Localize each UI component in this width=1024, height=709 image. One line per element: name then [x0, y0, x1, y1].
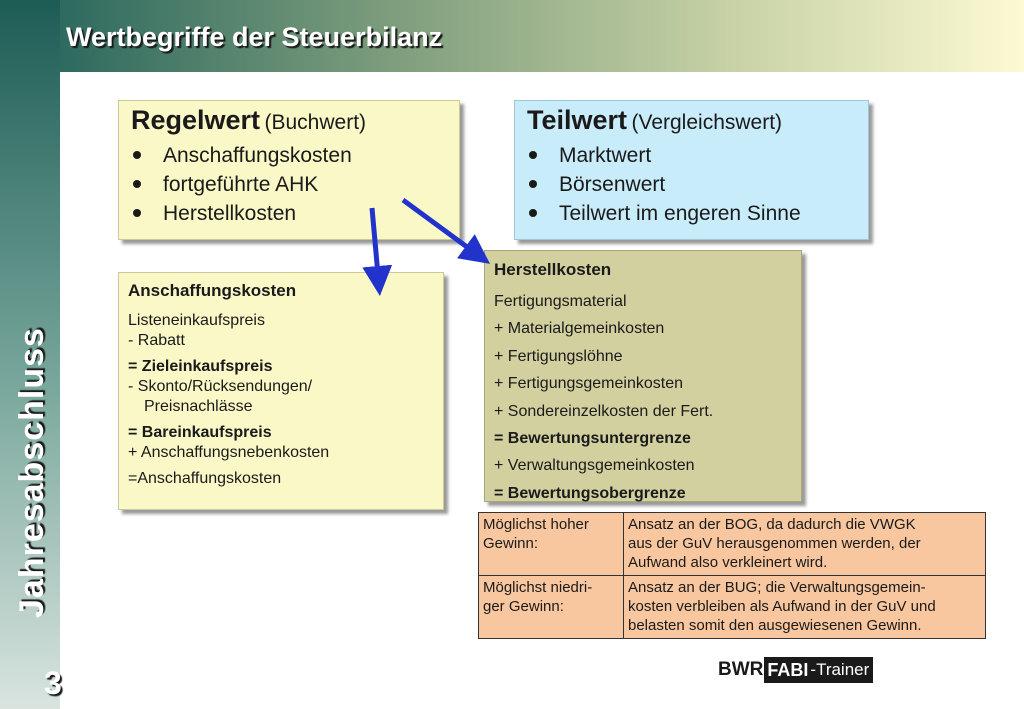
anschaffungskosten-title: Anschaffungskosten: [128, 281, 297, 300]
teilwert-title: Teilwert: [527, 105, 628, 135]
calc-line: + Materialgemeinkosten: [494, 320, 665, 338]
section-title-vertical: Jahresabschluss: [13, 327, 51, 618]
cell-line: Ansatz an der BUG; die Verwaltungsgemein-: [628, 579, 926, 596]
cell-line: belasten somit den ausgewiesenen Gewinn.: [628, 617, 922, 634]
regelwert-heading: [131, 105, 366, 136]
herstellkosten-title: Herstellkosten: [494, 260, 612, 279]
teilwert-subtitle: (Vergleichswert): [631, 111, 783, 134]
bwr-fabi-trainer-logo: [718, 657, 873, 683]
calc-line: + Fertigungslöhne: [494, 347, 623, 365]
table-row: [479, 576, 986, 639]
calc-line: + Sondereinzelkosten der Fert.: [494, 402, 714, 420]
calc-subtotal: = Zieleinkaufspreis: [128, 358, 273, 375]
cell-line: Ansatz an der BOG, da dadurch die VWGK: [628, 516, 916, 533]
table-cell-case: [479, 513, 624, 576]
calc-line: - Skonto/Rücksendungen/: [128, 378, 313, 395]
teilwert-list: [529, 141, 801, 228]
teilwert-box: [514, 100, 869, 240]
herstellkosten-calculation: [494, 288, 713, 507]
page-title: Wertbegriffe der Steuerbilanz: [66, 22, 443, 52]
regelwert-list: [133, 141, 352, 228]
cell-line: Möglichst hoher: [483, 516, 589, 533]
regelwert-subtitle: (Buchwert): [264, 111, 367, 134]
list-item-label: Anschaffungskosten: [163, 144, 352, 167]
calc-line: - Rabatt: [128, 332, 185, 349]
list-item: [529, 199, 801, 228]
list-item-label: Teilwert im engeren Sinne: [559, 202, 801, 225]
list-item-label: Marktwert: [559, 144, 652, 167]
profit-strategy-table: [478, 512, 986, 639]
bullet-icon: [133, 209, 141, 217]
page-number: 3: [44, 665, 62, 701]
bullet-icon: [529, 209, 537, 217]
logo-bwr: BWR: [718, 659, 764, 680]
list-item-label: Börsenwert: [559, 173, 666, 196]
logo-trainer: -Trainer: [810, 657, 873, 683]
cell-line: ger Gewinn:: [483, 598, 564, 615]
teilwert-heading: [527, 105, 782, 136]
table-row: [479, 513, 986, 576]
calc-line: Fertigungsmaterial: [494, 293, 627, 310]
anschaffungskosten-box: [118, 272, 444, 510]
calc-line: + Fertigungsgemeinkosten: [494, 375, 683, 393]
cell-line: Möglichst niedri-: [483, 579, 593, 596]
table-cell-text: [624, 576, 986, 639]
calc-subtotal: = Bareinkaufspreis: [128, 424, 272, 441]
list-item: [529, 170, 801, 199]
cell-line: Gewinn:: [483, 535, 539, 552]
calc-line: + Anschaffungsnebenkosten: [128, 444, 330, 461]
calc-line: + Verwaltungsgemeinkosten: [494, 457, 695, 475]
bullet-icon: [529, 180, 537, 188]
list-item: [133, 170, 352, 199]
list-item-label: Herstellkosten: [163, 202, 297, 225]
calc-line: Preisnachlässe: [144, 398, 253, 415]
logo-fabi: FABI: [764, 657, 810, 683]
regelwert-title: Regelwert: [131, 105, 261, 135]
cell-line: Aufwand also verkleinert wird.: [628, 554, 828, 571]
table-cell-case: [479, 576, 624, 639]
list-item-label: fortgeführte AHK: [163, 173, 319, 196]
bullet-icon: [133, 151, 141, 159]
calc-subtotal: = Bewertungsuntergrenze: [494, 430, 691, 448]
herstellkosten-box: [484, 250, 802, 502]
anschaffungskosten-calculation: [128, 311, 329, 489]
list-item: [529, 141, 801, 170]
cell-line: aus der GuV herausgenommen werden, der: [628, 535, 921, 552]
table-cell-text: [624, 513, 986, 576]
bullet-icon: [529, 151, 537, 159]
list-item: [133, 141, 352, 170]
list-item: [133, 199, 352, 228]
cell-line: kosten verbleiben als Aufwand in der GuV und: [628, 598, 936, 615]
bullet-icon: [133, 180, 141, 188]
calc-line: Listeneinkaufspreis: [128, 312, 265, 329]
calc-total: =Anschaffungskosten: [128, 470, 282, 487]
calc-total: = Bewertungsobergrenze: [494, 484, 686, 502]
regelwert-box: [118, 100, 460, 240]
